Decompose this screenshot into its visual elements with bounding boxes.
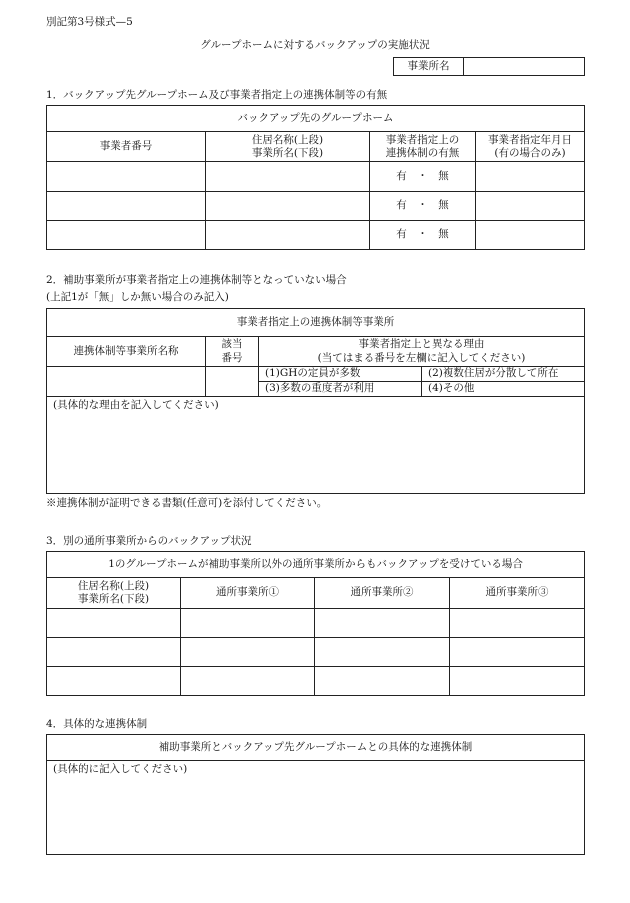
reason-detail-field[interactable] bbox=[47, 397, 585, 494]
reason-detail-hint: (具体的な理由を記入してください) bbox=[53, 399, 219, 411]
table-row bbox=[47, 191, 585, 220]
residence-office-cell[interactable] bbox=[47, 609, 181, 638]
table-row bbox=[47, 667, 585, 696]
section4-table-title: 補助事業所とバックアップ先グループホームとの具体的な連携体制 bbox=[47, 735, 585, 761]
col-residence-name: 住居名称(上段) 事業所名(下段) bbox=[206, 132, 370, 162]
residence-office-cell[interactable] bbox=[47, 667, 181, 696]
table-row bbox=[47, 638, 585, 667]
link-status-choice[interactable]: 有 ・ 無 bbox=[370, 220, 476, 249]
col-day-service-1: 通所事業所① bbox=[181, 578, 315, 609]
office-name-label: 事業所名 bbox=[394, 58, 464, 76]
section1-heading: 1．バックアップ先グループホーム及び事業者指定上の連携体制等の有無 bbox=[46, 89, 388, 101]
section2-table-title: 事業者指定上の連携体制等事業所 bbox=[47, 309, 585, 337]
day-service-1-cell[interactable] bbox=[181, 609, 315, 638]
backup-grouphome-table bbox=[46, 105, 585, 250]
link-office-table bbox=[46, 308, 585, 494]
link-office-name-cell[interactable] bbox=[47, 367, 206, 397]
col-designation-date: 事業者指定年月日 (有の場合のみ) bbox=[476, 132, 585, 162]
col-reason: 事業者指定上と異なる理由 (当てはまる番号を左欄に記入してください) bbox=[259, 337, 585, 367]
designation-date-cell[interactable] bbox=[476, 220, 585, 249]
business-number-cell[interactable] bbox=[47, 191, 206, 220]
day-service-2-cell[interactable] bbox=[315, 609, 450, 638]
table-row bbox=[47, 609, 585, 638]
col-residence-office-name: 住居名称(上段) 事業所名(下段) bbox=[47, 578, 181, 609]
residence-name-cell[interactable] bbox=[206, 191, 370, 220]
form-number: 別記第3号様式—5 bbox=[46, 16, 133, 28]
day-service-backup-table bbox=[46, 551, 585, 696]
reason-option-1: (1)GHの定員が多数 bbox=[259, 367, 422, 382]
section4-heading: 4．具体的な連携体制 bbox=[46, 718, 148, 730]
col-applicable-number: 該当 番号 bbox=[206, 337, 259, 367]
office-name-field[interactable] bbox=[464, 58, 585, 76]
specific-link-field[interactable] bbox=[47, 761, 585, 855]
office-name-table bbox=[393, 57, 585, 76]
designation-date-cell[interactable] bbox=[476, 191, 585, 220]
business-number-cell[interactable] bbox=[47, 162, 206, 191]
reason-option-3: (3)多数の重度者が利用 bbox=[259, 382, 422, 397]
section3-heading: 3．別の通所事業所からのバックアップ状況 bbox=[46, 535, 252, 547]
section2-note: (上記1が「無」しか無い場合のみ記入) bbox=[46, 291, 229, 303]
section2-heading: 2．補助事業所が事業者指定上の連携体制等となっていない場合 bbox=[46, 274, 347, 286]
day-service-1-cell[interactable] bbox=[181, 638, 315, 667]
day-service-2-cell[interactable] bbox=[315, 638, 450, 667]
col-day-service-2: 通所事業所② bbox=[315, 578, 450, 609]
residence-office-cell[interactable] bbox=[47, 638, 181, 667]
residence-name-cell[interactable] bbox=[206, 220, 370, 249]
applicable-number-cell[interactable] bbox=[206, 367, 259, 397]
col-link-office-name: 連携体制等事業所名称 bbox=[47, 337, 206, 367]
table-row bbox=[47, 162, 585, 191]
page-title: グループホームに対するバックアップの実施状況 bbox=[200, 39, 430, 51]
reason-option-2: (2)複数住居が分散して所在 bbox=[422, 367, 585, 382]
section3-table-title: 1のグループホームが補助事業所以外の通所事業所からもバックアップを受けている場合 bbox=[47, 552, 585, 578]
business-number-cell[interactable] bbox=[47, 220, 206, 249]
link-status-choice[interactable]: 有 ・ 無 bbox=[370, 162, 476, 191]
col-business-number: 事業者番号 bbox=[47, 132, 206, 162]
section1-table-title: バックアップ先のグループホーム bbox=[47, 106, 585, 132]
day-service-3-cell[interactable] bbox=[450, 667, 585, 696]
residence-name-cell[interactable] bbox=[206, 162, 370, 191]
attachment-footnote: ※連携体制が証明できる書類(任意可)を添付してください。 bbox=[46, 497, 328, 509]
reason-option-4: (4)その他 bbox=[422, 382, 585, 397]
specific-link-hint: (具体的に記入してください) bbox=[53, 763, 188, 775]
link-status-choice[interactable]: 有 ・ 無 bbox=[370, 191, 476, 220]
designation-date-cell[interactable] bbox=[476, 162, 585, 191]
table-row bbox=[47, 220, 585, 249]
col-link-status: 事業者指定上の 連携体制の有無 bbox=[370, 132, 476, 162]
col-day-service-3: 通所事業所③ bbox=[450, 578, 585, 609]
day-service-2-cell[interactable] bbox=[315, 667, 450, 696]
day-service-3-cell[interactable] bbox=[450, 609, 585, 638]
specific-link-table bbox=[46, 734, 585, 855]
day-service-1-cell[interactable] bbox=[181, 667, 315, 696]
day-service-3-cell[interactable] bbox=[450, 638, 585, 667]
